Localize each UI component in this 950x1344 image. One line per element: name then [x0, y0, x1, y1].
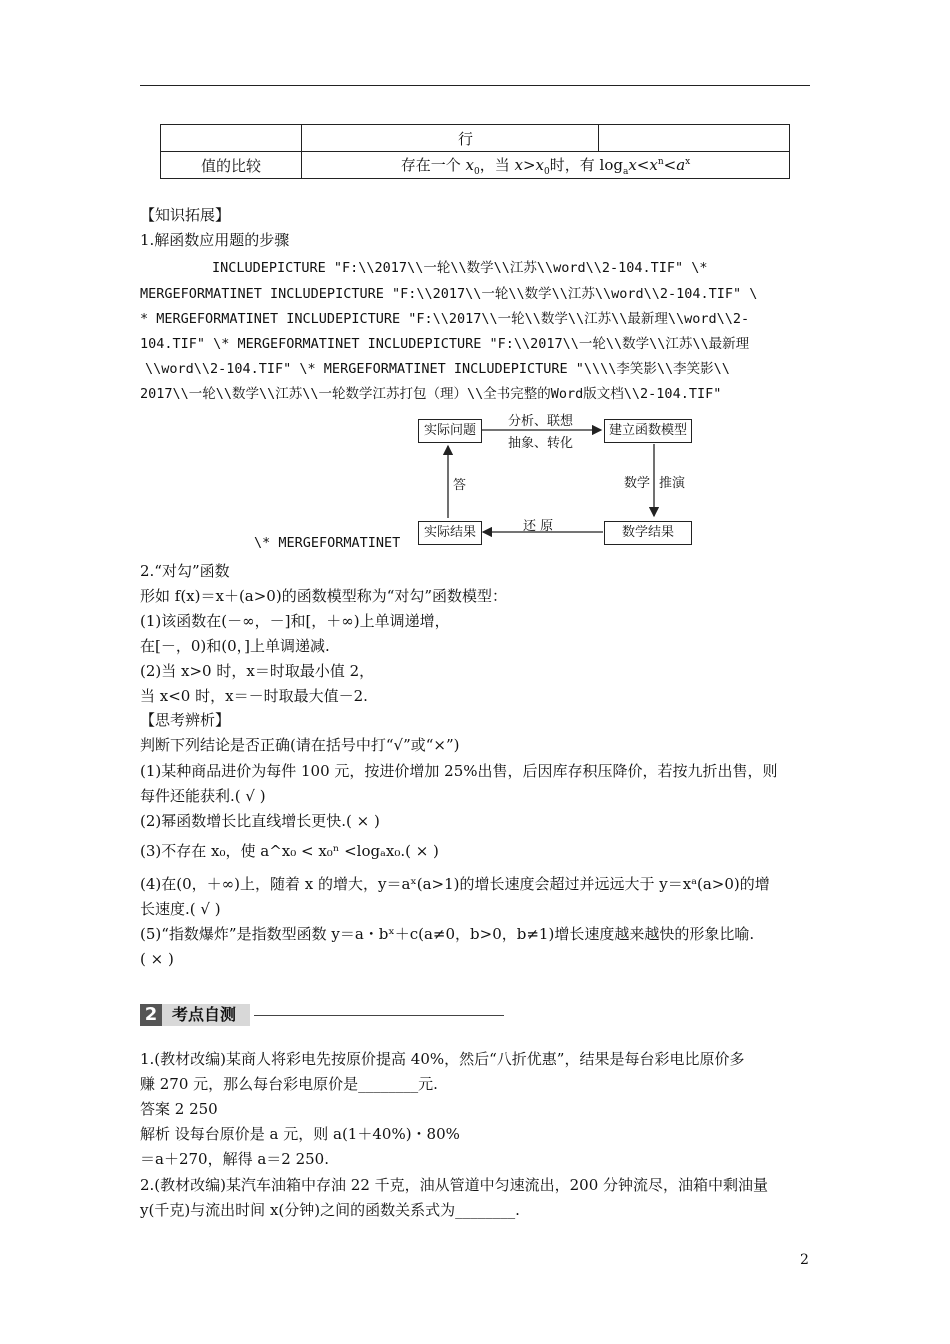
field-code-line: 2017\\一轮\\数学\\江苏\\一轮数学江苏打包（理）\\全书完整的Word版文档\\2-104.TIF" [140, 386, 722, 402]
knowledge-item-1: 1.解函数应用题的步骤 [140, 231, 290, 249]
question-5b: ( × ) [140, 950, 174, 968]
t-g: <a [663, 155, 686, 174]
hook-decreasing: 在[－，0)和(0，]上单调递减. [140, 637, 330, 655]
label-abstract: 抽象、转化 [508, 436, 574, 451]
answer: 答案 2 250 [140, 1100, 218, 1118]
t-b: x [465, 155, 475, 174]
exercise-1a: 1.(教材改编)某商人将彩电先按原价提高 40%，然后“八折优惠”，结果是每台彩电比原价多 [140, 1050, 745, 1068]
comparison-table [160, 124, 790, 179]
hook-min: (2)当 x>0 时，x＝时取最小值 2， [140, 662, 375, 680]
question-5a: (5)“指数爆炸”是指数型函数 y＝a・bˣ＋c(a≠0，b>0，b≠1)增长速度越来越快的形象比喻. [140, 925, 755, 943]
table-cell [302, 125, 599, 152]
section-rule [254, 1015, 504, 1016]
section-header [140, 1002, 504, 1028]
question-2: (2)幂函数增长比直线增长更快.( × ) [140, 812, 380, 830]
label-math: 数学 [624, 476, 651, 491]
question-1b: 每件还能获利.( √ ) [140, 787, 266, 805]
thinking-heading: 【思考辨析】 [140, 711, 231, 729]
box-real-result: 实际结果 [418, 521, 482, 545]
t-d: x>x [514, 155, 545, 174]
label-restore: 还 原 [523, 519, 554, 534]
box-math-result: 数学结果 [604, 521, 692, 545]
table-cell [599, 125, 790, 152]
header-rule [140, 85, 810, 86]
exercise-2b: y(千克)与流出时间 x(分钟)之间的函数关系式为________. [140, 1201, 520, 1219]
table-row [161, 125, 790, 152]
hook-max: 当 x<0 时，x＝－时取最大值－2. [140, 687, 368, 705]
question-1a: (1)某种商品进价为每件 100 元，按进价增加 25%出售，后因库存积压降价，若按九折出售，则 [140, 762, 778, 780]
label-deduce: 推演 [659, 476, 686, 491]
analysis-line-2: ＝a＋270，解得 a＝2 250. [140, 1150, 329, 1168]
analysis-line-1: 解析 设每台原价是 a 元，则 a(1＋40%)・80% [140, 1125, 460, 1143]
row-label: 值的比较 [161, 152, 302, 179]
label-answer: 答 [453, 478, 467, 493]
exercise-1b: 赚 270 元，那么每台彩电原价是________元. [140, 1075, 438, 1093]
field-code-line: \\word\\2-104.TIF" \* MERGEFORMATINET INCLUDEPICTURE "\\\\李笑影\\李笑影\\ [145, 361, 730, 377]
thinking-intro: 判断下列结论是否正确(请在括号中打“√”或“×”) [140, 736, 460, 754]
field-code-end: \* MERGEFORMATINET [254, 535, 401, 551]
t-c: ，当 [479, 155, 515, 174]
table-cell [161, 125, 302, 152]
box-real-problem: 实际问题 [418, 419, 482, 443]
field-code-line: MERGEFORMATINET INCLUDEPICTURE "F:\\2017\\一轮\\数学\\江苏\\word\\2-104.TIF" \ [140, 286, 758, 302]
section-number: 2 [140, 1004, 162, 1026]
table-row [161, 152, 790, 179]
knowledge-heading: 【知识拓展】 [140, 206, 231, 224]
question-3: (3)不存在 x₀，使 a^x₀ < x₀ⁿ <logₐx₀.( × ) [140, 842, 439, 860]
field-code-line: * MERGEFORMATINET INCLUDEPICTURE "F:\\2017\\一轮\\数学\\江苏\\最新理\\word\\2- [140, 311, 750, 327]
box-build-model: 建立函数模型 [604, 419, 692, 443]
knowledge-item-2: 2.“对勾”函数 [140, 562, 230, 580]
field-code-line: 104.TIF" \* MERGEFORMATINET INCLUDEPICTURE "F:\\2017\\一轮\\数学\\江苏\\最新理 [140, 336, 750, 352]
question-4b: 长速度.( √ ) [140, 900, 221, 918]
field-code-line: INCLUDEPICTURE "F:\\2017\\一轮\\数学\\江苏\\word\\2-104.TIF" \* [212, 260, 708, 276]
hook-def: 形如 f(x)＝x＋(a>0)的函数模型称为“对勾”函数模型： [140, 587, 508, 605]
t-a: 存在一个 [400, 155, 466, 174]
page-number: 2 [800, 1252, 809, 1268]
t-e: 时，有 log [549, 155, 623, 174]
table-cell-text: 行 [458, 129, 474, 148]
comparison-text: 存在一个 $x_0$，当 $x>x_0$时，有 $\log_ax<x^n<a^x$ [302, 152, 790, 179]
label-analyze: 分析、联想 [508, 414, 574, 429]
t-f: x<x [628, 155, 658, 174]
section-title: 考点自测 [162, 1004, 250, 1026]
question-4a: (4)在(0，＋∞)上，随着 x 的增大，y＝aˣ(a>1)的增长速度会超过并远远大于 y＝xᵃ(a>0)的增 [140, 875, 770, 893]
exercise-2a: 2.(教材改编)某汽车油箱中存油 22 千克，油从管道中匀速流出，200 分钟流尽，油箱中剩油量 [140, 1176, 769, 1194]
hook-increasing: (1)该函数在(－∞，－]和[，＋∞)上单调递增， [140, 612, 450, 630]
